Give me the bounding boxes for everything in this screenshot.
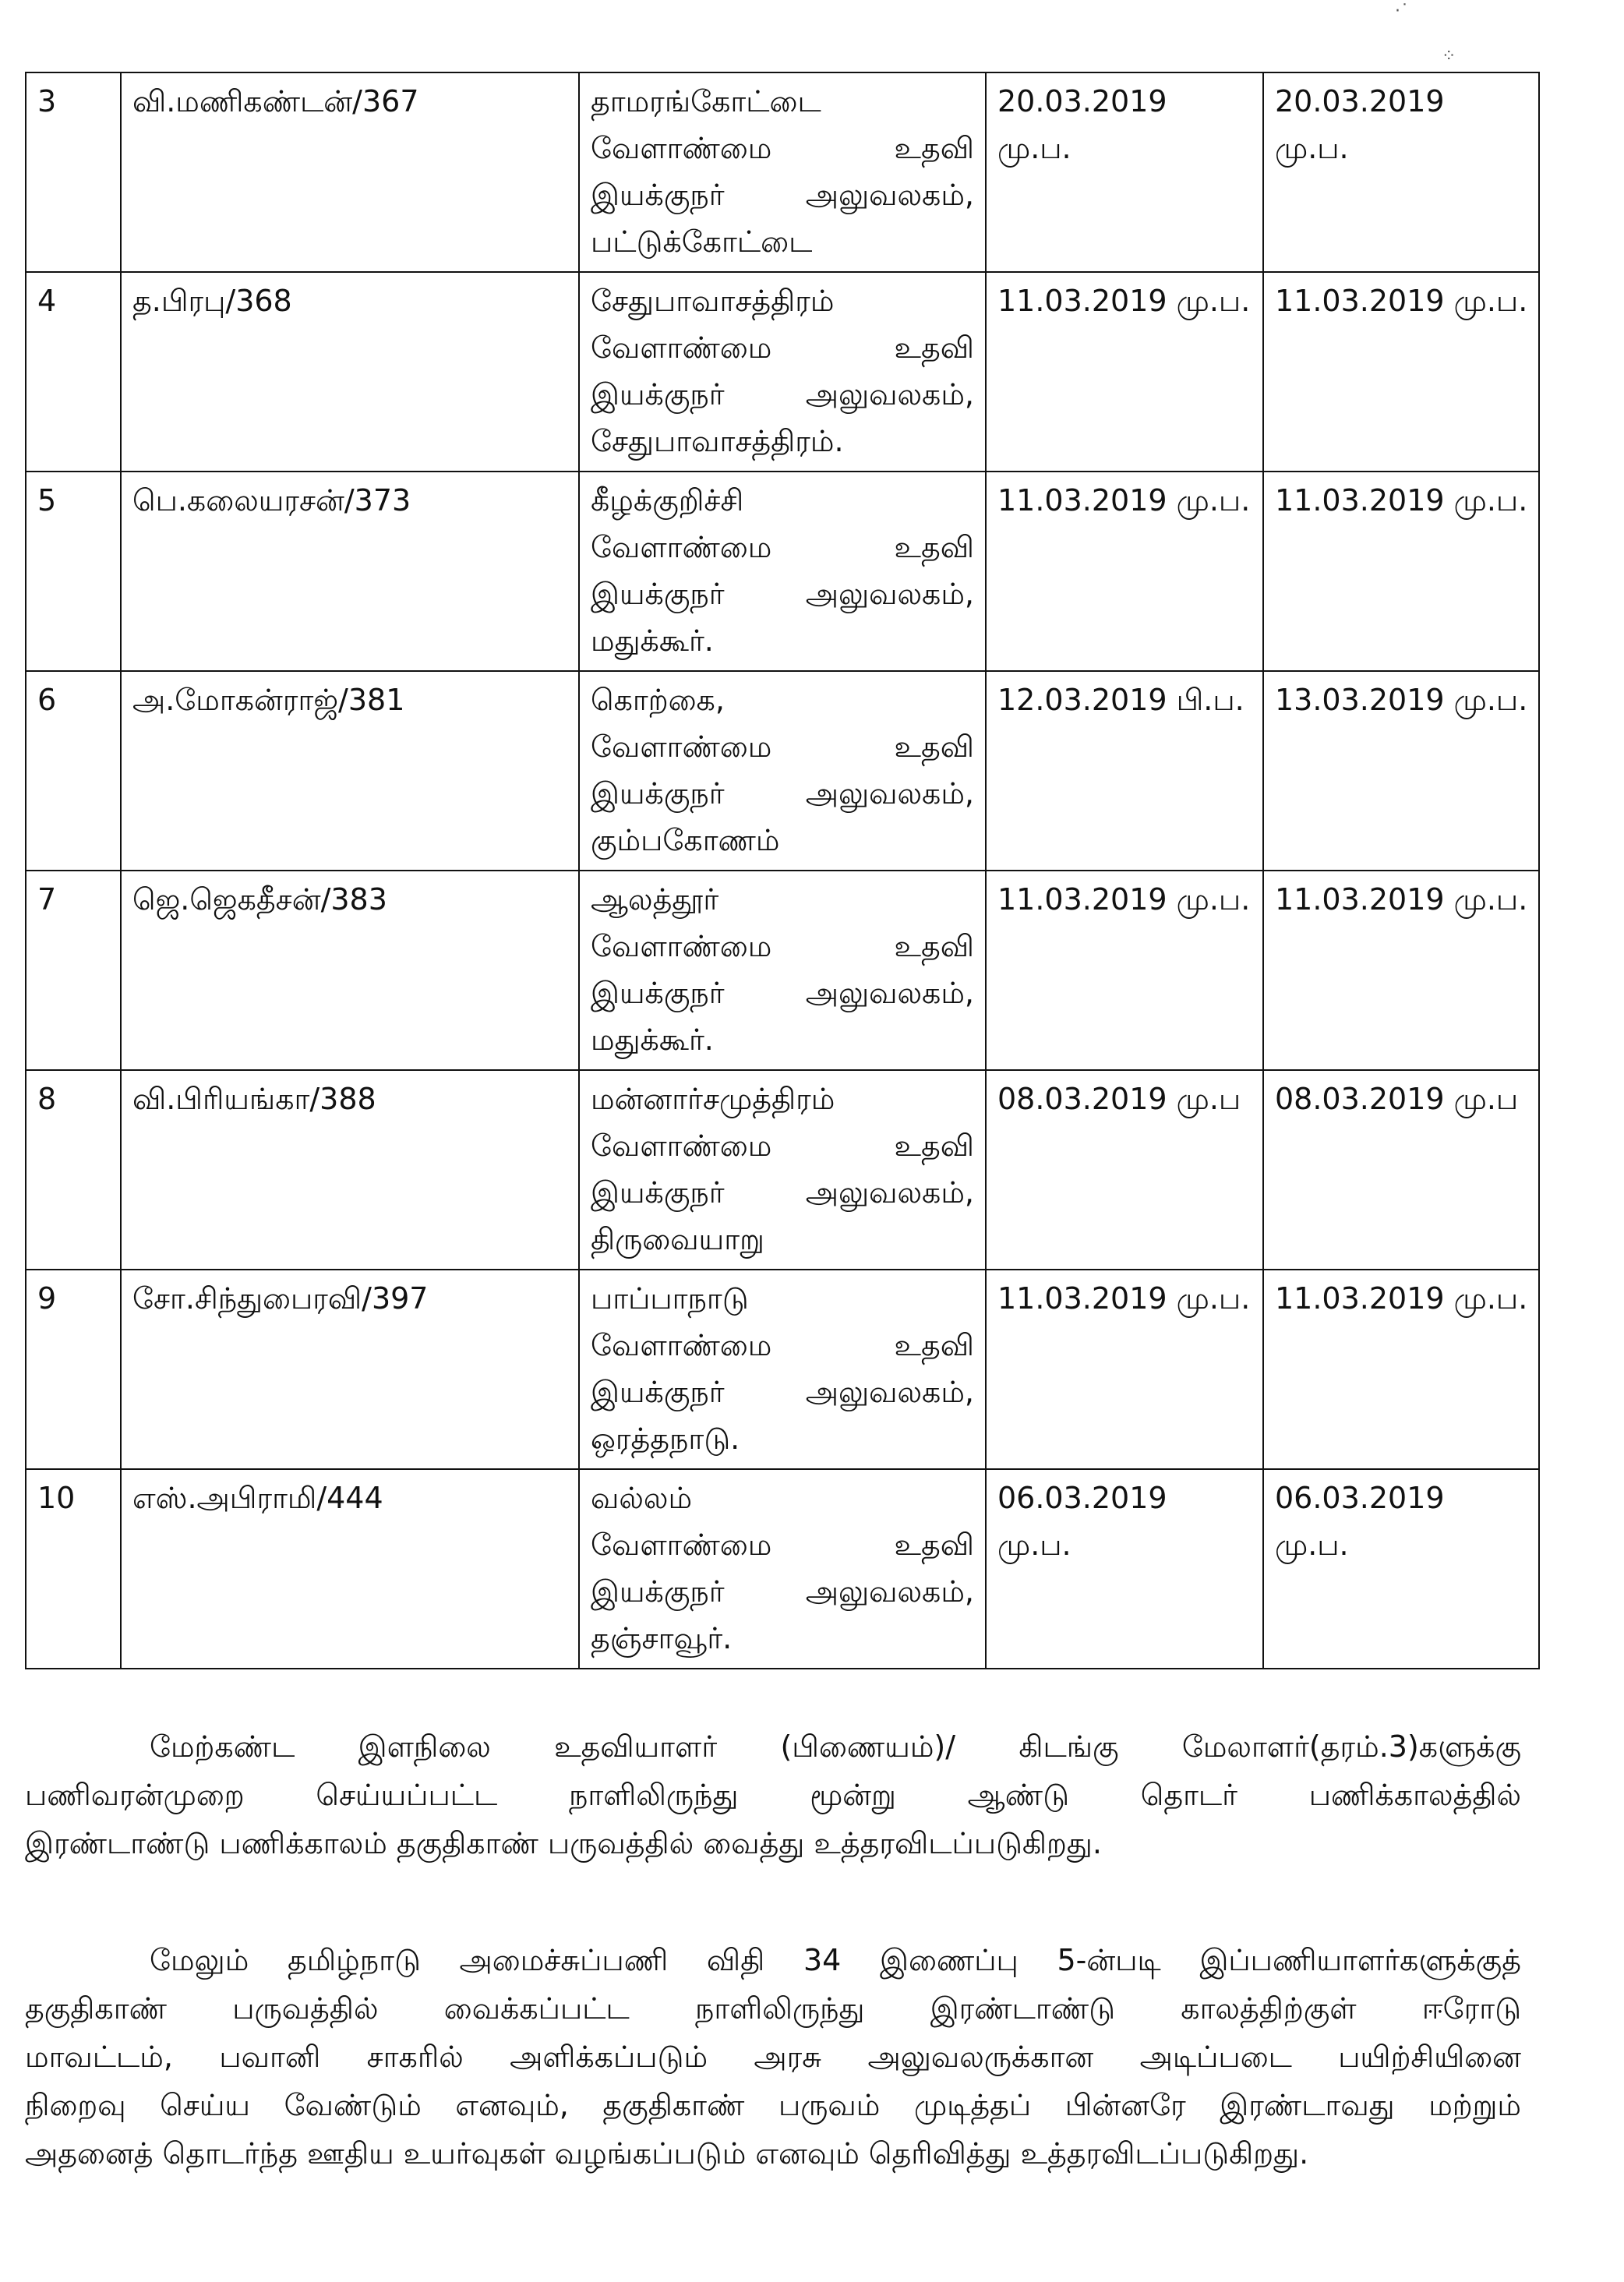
joining-date-cell [986, 1469, 1263, 1669]
employee-name: பெ.கலையரசன்/373 [132, 483, 411, 518]
serial-number: 6 [37, 683, 57, 717]
employee-name-cell [121, 1270, 579, 1469]
employee-name-cell [121, 472, 579, 671]
employee-name: அ.மோகன்ராஜ்/381 [132, 683, 405, 717]
paragraph-training-order [25, 1936, 1521, 2178]
serial-number-cell [26, 671, 121, 871]
probation-date-line: 13.03.2019 மு.ப. [1275, 683, 1528, 717]
office-cell [579, 72, 986, 272]
office-cell [579, 671, 986, 871]
table-row [26, 472, 1539, 671]
office-cell [579, 1270, 986, 1469]
office-line: வேளாண்மை உதவி [591, 729, 974, 764]
employee-name: சோ.சிந்துபைரவி/397 [132, 1281, 429, 1316]
office-cell [579, 1070, 986, 1270]
office-line: வேளாண்மை உதவி [591, 1328, 974, 1362]
serial-number: 9 [37, 1281, 57, 1316]
probation-date-line: 11.03.2019 மு.ப. [1275, 1281, 1528, 1316]
joining-date-cell [986, 1070, 1263, 1270]
serial-number-cell [26, 1469, 121, 1669]
office-line: வேளாண்மை உதவி [591, 330, 974, 365]
serial-number: 7 [37, 882, 57, 917]
employee-name: வி.மணிகண்டன்/367 [132, 84, 419, 118]
serial-number-cell [26, 72, 121, 272]
probation-date-line: 20.03.2019 [1275, 84, 1445, 118]
office-line: மன்னார்சமுத்திரம் [591, 1082, 835, 1116]
probation-date-cell [1263, 1270, 1539, 1469]
joining-date-line: 20.03.2019 [997, 84, 1167, 118]
office-cell [579, 1469, 986, 1669]
serial-number: 8 [37, 1082, 57, 1116]
paragraph-line: மாவட்டம், பவானி சாகரில் அளிக்கப்படும் அரசு அலுவலருக்கான அடிப்படை பயிற்சியினை [25, 2040, 1521, 2074]
probation-date-line: 08.03.2019 மு.ப [1275, 1082, 1519, 1116]
employee-name-cell [121, 1469, 579, 1669]
paragraph-line: இரண்டாண்டு பணிக்காலம் தகுதிகாண் பருவத்தில் வைத்து உத்தரவிடப்படுகிறது. [25, 1826, 1102, 1860]
office-line: சேதுபாவாசத்திரம். [591, 424, 844, 458]
office-line: இயக்குநர் அலுவலகம், [591, 1574, 974, 1609]
table-row [26, 871, 1539, 1070]
office-line: பாப்பாநாடு [591, 1281, 749, 1316]
office-line: திருவையாறு [591, 1222, 764, 1256]
office-cell [579, 272, 986, 472]
office-line: தாமரங்கோட்டை [591, 84, 821, 118]
employee-name-cell [121, 1070, 579, 1270]
office-line: ஆலத்தூர் [591, 882, 719, 917]
office-cell [579, 871, 986, 1070]
joining-date-cell [986, 472, 1263, 671]
office-line: கீழக்குறிச்சி [591, 483, 744, 518]
paragraph-probation-order [25, 1722, 1521, 1867]
office-line: இயக்குநர் அலுவலகம், [591, 377, 974, 412]
office-line: தஞ்சாவூர். [591, 1621, 733, 1655]
employee-name: வி.பிரியங்கா/388 [132, 1082, 376, 1116]
office-line: இயக்குநர் அலுவலகம், [591, 577, 974, 611]
probation-date-line: 11.03.2019 மு.ப. [1275, 284, 1528, 318]
paragraph-line: நிறைவு செய்ய வேண்டும் எனவும், தகுதிகாண் பருவம் முடித்தப் பின்னரே இரண்டாவது மற்றும் [25, 2088, 1521, 2122]
serial-number: 4 [37, 284, 57, 318]
staff-posting-table [25, 72, 1540, 1669]
joining-date-line: 11.03.2019 மு.ப. [997, 1281, 1251, 1316]
joining-date-line: மு.ப. [997, 1528, 1071, 1562]
probation-date-cell [1263, 671, 1539, 871]
serial-number-cell [26, 472, 121, 671]
probation-date-line: மு.ப. [1275, 1528, 1349, 1562]
office-cell [579, 472, 986, 671]
employee-name-cell [121, 871, 579, 1070]
joining-date-cell [986, 871, 1263, 1070]
employee-name: எஸ்.அபிராமி/444 [132, 1481, 383, 1515]
office-line: வேளாண்மை உதவி [591, 131, 974, 165]
paragraph-line: அதனைத் தொடர்ந்த ஊதிய உயர்வுகள் வழங்கப்படும் எனவும் தெரிவித்து உத்தரவிடப்படுகிறது. [25, 2136, 1309, 2171]
serial-number: 10 [37, 1481, 76, 1515]
probation-date-line: 06.03.2019 [1275, 1481, 1445, 1515]
serial-number-cell [26, 272, 121, 472]
office-line: மதுக்கூர். [591, 1023, 714, 1057]
table-body [26, 72, 1539, 1669]
employee-name: ஜெ.ஜெகதீசன்/383 [132, 882, 387, 917]
serial-number: 5 [37, 483, 57, 518]
probation-date-cell [1263, 1469, 1539, 1669]
employee-name-cell [121, 272, 579, 472]
joining-date-cell [986, 272, 1263, 472]
employee-name: த.பிரபு/368 [132, 284, 292, 318]
table-row [26, 671, 1539, 871]
joining-date-line: 06.03.2019 [997, 1481, 1167, 1515]
table-row [26, 1070, 1539, 1270]
employee-name-cell [121, 671, 579, 871]
joining-date-cell [986, 671, 1263, 871]
paragraph-line: பணிவரன்முறை செய்யப்பட்ட நாளிலிருந்து மூன்று ஆண்டு தொடர் பணிக்காலத்தில் [25, 1778, 1521, 1812]
office-line: இயக்குநர் அலுவலகம், [591, 776, 974, 811]
scan-speck-mark: ·˙ [1395, 2, 1409, 21]
joining-date-line: 11.03.2019 மு.ப. [997, 284, 1251, 318]
joining-date-line: 11.03.2019 மு.ப. [997, 483, 1251, 518]
probation-date-line: 11.03.2019 மு.ப. [1275, 882, 1528, 917]
paragraph-line: தகுதிகாண் பருவத்தில் வைக்கப்பட்ட நாளிலிருந்து இரண்டாண்டு காலத்திற்குள் ஈரோடு [25, 1991, 1521, 2026]
office-line: வேளாண்மை உதவி [591, 929, 974, 963]
office-line: வேளாண்மை உதவி [591, 1528, 974, 1562]
paragraph-line: மேலும் தமிழ்நாடு அமைச்சுப்பணி விதி 34 இணைப்பு 5-ன்படி இப்பணியாளர்களுக்குத் [150, 1943, 1521, 1977]
office-line: மதுக்கூர். [591, 623, 714, 658]
office-line: இயக்குநர் அலுவலகம், [591, 1175, 974, 1210]
office-line: ஒரத்தநாடு. [591, 1422, 740, 1456]
table-row [26, 1469, 1539, 1669]
office-line: இயக்குநர் அலுவலகம், [591, 1375, 974, 1409]
joining-date-line: 12.03.2019 பி.ப. [997, 683, 1244, 717]
table-row [26, 72, 1539, 272]
office-line: வேளாண்மை உதவி [591, 1129, 974, 1163]
probation-date-cell [1263, 472, 1539, 671]
probation-date-cell [1263, 72, 1539, 272]
probation-date-line: 11.03.2019 மு.ப. [1275, 483, 1528, 518]
office-line: இயக்குநர் அலுவலகம், [591, 178, 974, 212]
office-line: பட்டுக்கோட்டை [591, 224, 813, 259]
probation-date-cell [1263, 871, 1539, 1070]
joining-date-cell [986, 72, 1263, 272]
serial-number-cell [26, 1270, 121, 1469]
joining-date-line: 08.03.2019 மு.ப [997, 1082, 1241, 1116]
serial-number-cell [26, 871, 121, 1070]
office-line: வல்லம் [591, 1481, 693, 1515]
joining-date-line: மு.ப. [997, 131, 1071, 165]
office-line: கொற்கை, [591, 683, 725, 717]
probation-date-line: மு.ப. [1275, 131, 1349, 165]
office-line: கும்பகோணம் [591, 823, 780, 857]
joining-date-cell [986, 1270, 1263, 1469]
joining-date-line: 11.03.2019 மு.ப. [997, 882, 1251, 917]
paragraph-line: மேற்கண்ட இளநிலை உதவியாளர் (பிணையம்)/ கிடங்கு மேலாளர்(தரம்.3)களுக்கு [150, 1729, 1521, 1764]
serial-number-cell [26, 1070, 121, 1270]
employee-name-cell [121, 72, 579, 272]
probation-date-cell [1263, 1070, 1539, 1270]
table-row [26, 1270, 1539, 1469]
probation-date-cell [1263, 272, 1539, 472]
office-line: இயக்குநர் அலுவலகம், [591, 976, 974, 1010]
serial-number: 3 [37, 84, 57, 118]
table-row [26, 272, 1539, 472]
office-line: வேளாண்மை உதவி [591, 530, 974, 564]
office-line: சேதுபாவாசத்திரம் [591, 284, 835, 318]
scan-speck-mark: ⁘ [1442, 47, 1456, 66]
